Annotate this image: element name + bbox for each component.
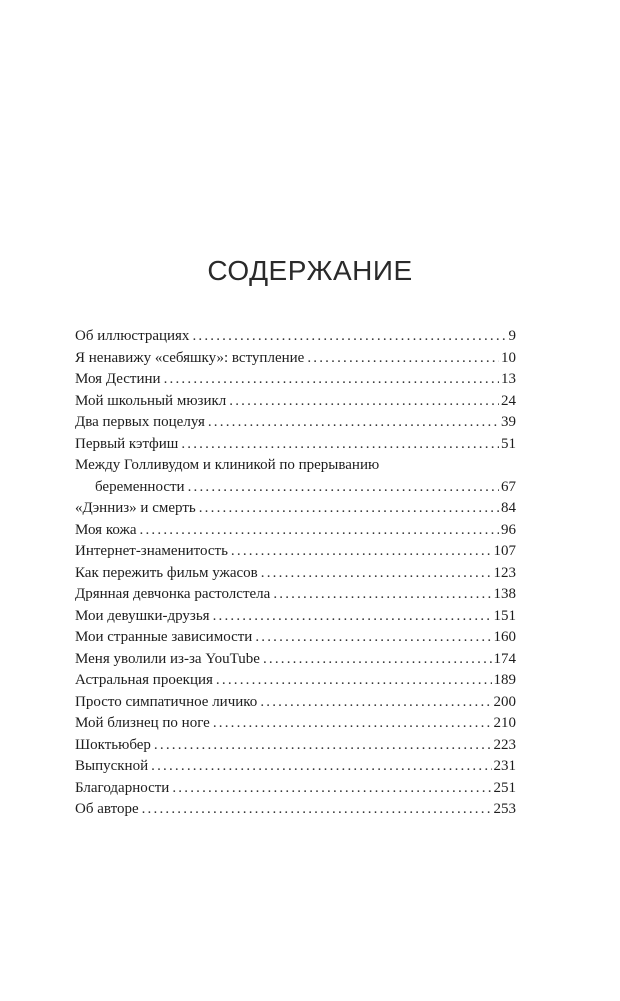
- toc-entry-title: Выпускной: [75, 758, 149, 774]
- dot-leader: [263, 649, 492, 671]
- toc-entry-title: Мои странные зависимости: [75, 629, 253, 645]
- toc-entry-title: Меня уволили из-за YouTube: [75, 650, 260, 667]
- toc-entry[interactable]: [75, 412, 516, 434]
- toc-entry-title: Об иллюстрациях: [75, 328, 190, 344]
- toc-entry-title: беременности: [95, 478, 185, 495]
- toc-entry-title: Моя кожа: [75, 521, 137, 538]
- toc-entry[interactable]: [75, 584, 516, 606]
- toc-entry[interactable]: [75, 541, 516, 563]
- dot-leader: [208, 412, 499, 434]
- toc-entry-title: Шоктьюбер: [75, 736, 151, 753]
- toc-entry[interactable]: [75, 348, 516, 370]
- toc-entry-page: 160: [493, 629, 516, 645]
- toc-entry-page: 174: [493, 650, 516, 667]
- toc-entry-page: 24: [501, 392, 516, 409]
- toc-entry-page: 96: [501, 521, 516, 538]
- toc-entry-page: 200: [493, 693, 516, 710]
- toc-entry-title: Мой школьный мюзикл: [75, 392, 227, 409]
- toc-entry[interactable]: [75, 713, 516, 735]
- toc-entry-page: 138: [493, 586, 516, 602]
- toc-entry-title-line1: Между Голливудом и клиникой по прерыванию: [75, 457, 380, 473]
- toc-entry-title: Как пережить фильм ужасов: [75, 564, 258, 581]
- dot-leader: [260, 692, 491, 714]
- dot-leader: [255, 627, 491, 649]
- table-of-contents: [75, 326, 516, 821]
- toc-entry-page: 231: [493, 758, 516, 774]
- toc-entry[interactable]: [75, 563, 516, 585]
- toc-entry-title: «Дэнниз» и смерть: [75, 500, 196, 516]
- toc-entry-page: 223: [493, 736, 516, 753]
- dot-leader: [231, 541, 492, 563]
- dot-leader: [213, 713, 492, 735]
- dot-leader: [273, 584, 491, 606]
- dot-leader: [192, 326, 506, 348]
- dot-leader: [216, 670, 492, 692]
- toc-entry-page: 13: [501, 371, 516, 387]
- dot-leader: [154, 735, 492, 757]
- toc-entry[interactable]: [75, 735, 516, 757]
- toc-entry-title: Астральная проекция: [75, 672, 213, 688]
- toc-entry-page: 67: [501, 478, 516, 495]
- dot-leader: [181, 434, 499, 456]
- toc-entry-title: Интернет-знаменитость: [75, 543, 228, 559]
- toc-entry-page: 9: [508, 328, 516, 344]
- toc-entry-page: 251: [493, 779, 516, 796]
- toc-entry-title: Мои девушки-друзья: [75, 607, 210, 624]
- toc-entry[interactable]: [75, 799, 516, 821]
- toc-entry[interactable]: [75, 606, 516, 628]
- dot-leader: [261, 563, 492, 585]
- dot-leader: [164, 369, 499, 391]
- toc-entry-page: 189: [493, 672, 516, 688]
- toc-entry-page: 84: [501, 500, 516, 516]
- toc-entry[interactable]: [75, 670, 516, 692]
- dot-leader: [199, 498, 499, 520]
- toc-entry[interactable]: [75, 778, 516, 800]
- toc-entry[interactable]: [75, 391, 516, 413]
- toc-entry[interactable]: [75, 369, 516, 391]
- toc-entry[interactable]: [75, 520, 516, 542]
- toc-entry[interactable]: [75, 756, 516, 778]
- toc-entry[interactable]: [75, 627, 516, 649]
- toc-entry-page: 151: [493, 607, 516, 624]
- toc-entry-title: Просто симпатичное личико: [75, 693, 258, 710]
- toc-entry-page: 210: [493, 715, 516, 731]
- toc-entry-title: Два первых поцелуя: [75, 414, 205, 430]
- toc-entry[interactable]: [75, 498, 516, 520]
- toc-entry-page: 253: [493, 801, 516, 817]
- toc-entry-title: Я ненавижу «себяшку»: вступление: [75, 349, 305, 366]
- toc-entry-title: Дрянная девчонка растолстела: [75, 586, 271, 602]
- dot-leader: [151, 756, 491, 778]
- toc-entry[interactable]: [75, 326, 516, 348]
- toc-entry-page: 51: [501, 435, 516, 452]
- toc-entry-title: Моя Дестини: [75, 371, 161, 387]
- toc-entry[interactable]: [75, 455, 516, 498]
- dot-leader: [142, 799, 492, 821]
- dot-leader: [307, 348, 499, 370]
- toc-entry-title: Об авторе: [75, 801, 139, 817]
- toc-entry[interactable]: [75, 434, 516, 456]
- toc-entry-title: Благодарности: [75, 779, 170, 796]
- page-title: СОДЕРЖАНИЕ: [207, 255, 413, 286]
- toc-entry[interactable]: [75, 692, 516, 714]
- dot-leader: [188, 477, 499, 499]
- toc-entry-title: Первый кэтфиш: [75, 435, 179, 452]
- toc-entry[interactable]: [75, 649, 516, 671]
- dot-leader: [172, 778, 491, 800]
- toc-entry-page: 39: [501, 414, 516, 430]
- toc-entry-title: Мой близнец по ноге: [75, 715, 210, 731]
- dot-leader: [140, 520, 499, 542]
- toc-entry-page: 10: [501, 349, 516, 366]
- dot-leader: [213, 606, 492, 628]
- toc-entry-page: 123: [493, 564, 516, 581]
- dot-leader: [229, 391, 499, 413]
- toc-entry-page: 107: [493, 543, 516, 559]
